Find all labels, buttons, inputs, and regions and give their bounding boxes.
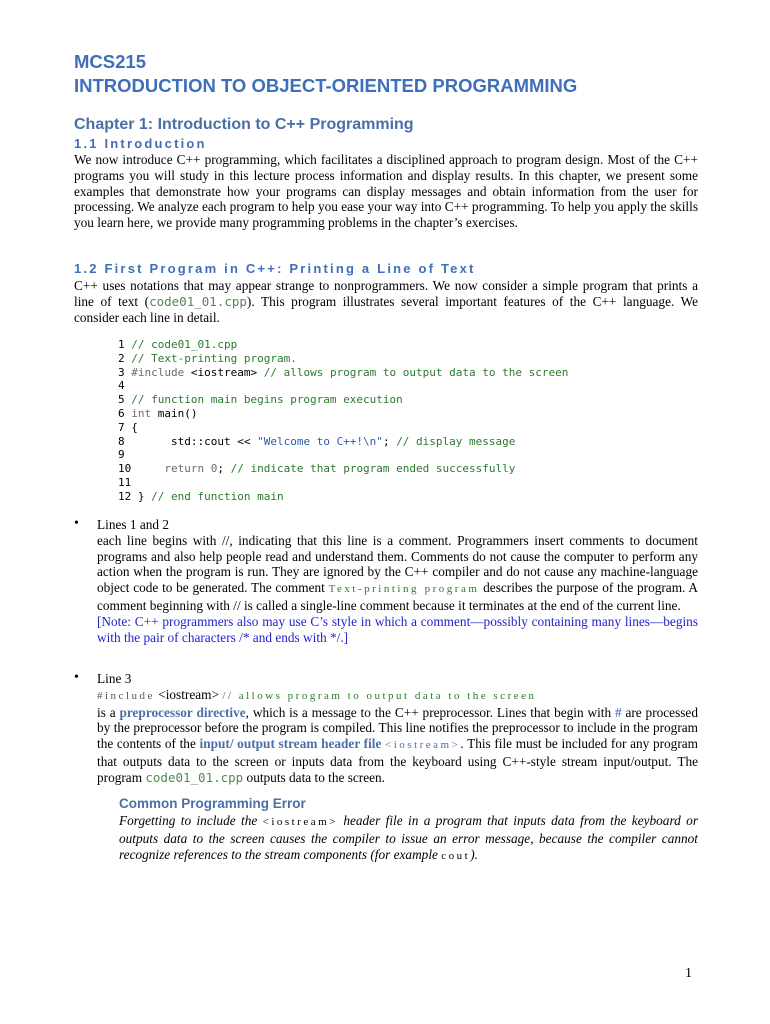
code-line-8: 8 std::cout << "Welcome to C++!\n"; // display message [118, 434, 516, 448]
code-listing [118, 338, 568, 504]
page-number: 1 [685, 966, 692, 981]
bullet-title: Line 3 [97, 671, 132, 686]
section-heading-first-program: 1.2 First Program in C++: Printing a Line of Text [74, 261, 476, 276]
code-line-2: 2 // Text-printing program. [118, 351, 297, 365]
term-header-file: input/ output stream header file [199, 736, 382, 752]
bullet-code-line: #include <iostream> // allows program to output data to the screen [97, 686, 537, 702]
code-line-4: 4 [118, 379, 125, 393]
course-title: INTRODUCTION TO OBJECT-ORIENTED PROGRAMMING [74, 75, 578, 96]
code-line-5: 5 // function main begins program execution [118, 393, 403, 407]
filename-code: code01_01.cpp [149, 293, 247, 309]
bullet-title: Lines 1 and 2 [97, 517, 170, 532]
code-line-10: 10 return 0; // indicate that program ended successfully [118, 462, 516, 476]
code-line-12: 12 } // end function main [118, 489, 284, 503]
bullet-body: each line begins with //, indicating that this line is a comment. Programmers insert comments to document programs and also help people read and understand them. Comments do not cause the computer to perform any action when the program is run. They are ignored by the C++ compiler and do not cause any machine-language object code to be generated. The comment Text-printing program describes the purpose of the program. A comment beginning with // is called a single-line comment because it terminates at the end of the current line. [97, 532, 698, 613]
filename-code: code01_01.cpp [145, 769, 244, 785]
common-error-heading: Common Programming Error [119, 796, 306, 811]
comment-code: Text-printing program [328, 583, 480, 596]
code-line-1: 1 // code01_01.cpp [118, 338, 238, 351]
code-line-11: 11 [118, 475, 132, 489]
section-heading-introduction: 1.1 Introduction [74, 136, 207, 151]
common-error-text: Forgetting to include the <iostream> header file in a program that inputs data from the keyboard or outputs data to the screen causes the compiler to issue an error message, because the compiler cannot recognize references to the stream components (for example cout). [119, 813, 698, 862]
note-text: [Note: C++ programmers also may use C’s style in which a comment—possibly containing many lines—begins with the pair of characters /* and ends with */.] [97, 613, 698, 645]
bullet-body: is a preprocessor directive, which is a message to the C++ preprocessor. Lines that begin with # are processed by the preprocessor before the program is compiled. This line notifies the preprocessor to include in the program the contents of the input/ output stream header file <iostream>. This file must be included for any program that outputs data to the screen or inputs data from the keyboard using C++-style stream input/output. The program code01_01.cpp outputs data to the screen. [97, 704, 698, 785]
code-line-6: 6 int main() [118, 406, 198, 420]
code-line-9: 9 [118, 448, 125, 462]
bullet-lines-1-2 [97, 517, 698, 645]
bullet-line-3 [97, 671, 698, 786]
code-line-7: 7 { [118, 420, 138, 434]
code-line-3: 3 #include <iostream> // allows program to output data to the screen [118, 365, 569, 379]
term-preprocessor-directive: preprocessor directive [119, 704, 246, 720]
section-first-program-paragraph: C++ uses notations that may appear strange to nonprogrammers. We now consider a simple program that prints a line of text (code01_01.cpp). This program illustrates several important features of the C++ language. We consider each line in detail. [74, 278, 699, 325]
course-code: MCS215 [74, 51, 146, 72]
bullet-icon: • [74, 516, 79, 531]
section-intro-paragraph: We now introduce C++ programming, which facilitates a disciplined approach to program design. Most of the C++ programs you will study in this lecture process information and display results. In this chapter, we present some examples that demonstrate how your programs can display messages and obtain information from the user for processing. We analyze each program to help you ease your way into C++ programming. To help you apply the skills you learn here, we provide many programming problems in the chapter’s exercises. [74, 152, 698, 231]
chapter-title: Chapter 1: Introduction to C++ Programming [74, 116, 414, 133]
bullet-icon: • [74, 670, 79, 685]
